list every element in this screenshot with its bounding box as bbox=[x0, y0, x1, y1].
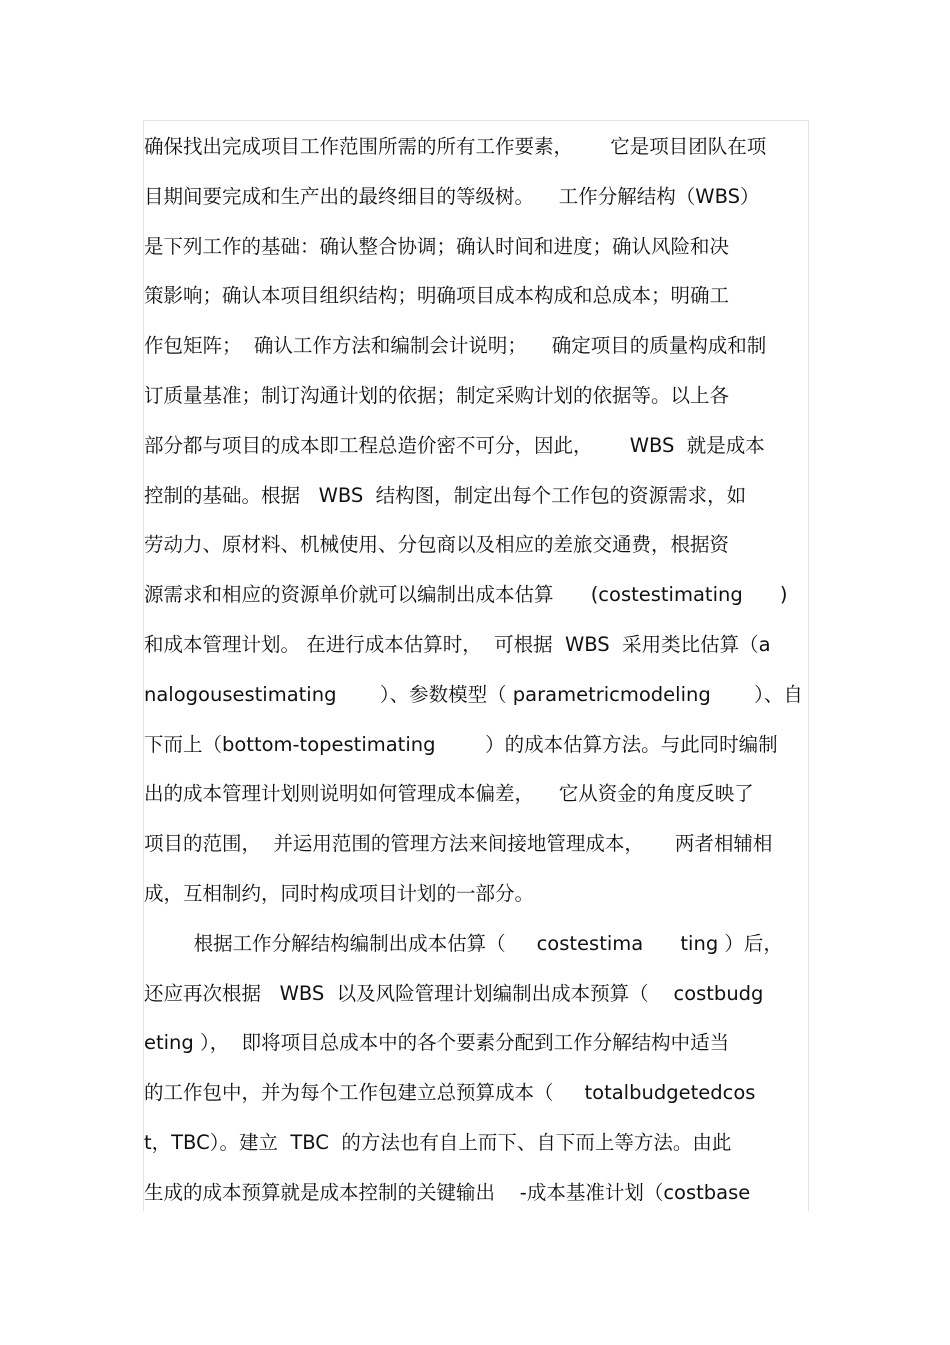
text-line: 策影响；确认本项目组织结构；明确项目成本构成和总成本；明确工 bbox=[144, 284, 730, 308]
text-line: 生成的成本预算就是成本控制的关键输出 -成本基准计划（costbase bbox=[144, 1180, 751, 1204]
text-line: 控制的基础。根据 WBS 结构图，制定出每个工作包的资源需求，如 bbox=[144, 483, 747, 507]
text-line: 源需求和相应的资源单价就可以编制出成本估算 (costestimating ) bbox=[144, 583, 788, 607]
text-line: t，TBC）。建立 TBC 的方法也有自上而下、自下而上等方法。由此 bbox=[144, 1130, 732, 1154]
text-line: 和成本管理计划。 在进行成本估算时， 可根据 WBS 采用类比估算（a bbox=[144, 632, 771, 656]
text-line: 订质量基准；制订沟通计划的依据；制定采购计划的依据等。以上各 bbox=[144, 383, 730, 407]
text-line: 作包矩阵； 确认工作方法和编制会计说明； 确定项目的质量构成和制 bbox=[144, 334, 767, 358]
text-line: 根据工作分解结构编制出成本估算（ costestima ting ）后， bbox=[144, 931, 783, 955]
text-line: 出的成本管理计划则说明如何管理成本偏差， 它从资金的角度反映了 bbox=[144, 782, 754, 806]
text-line: 成，互相制约，同时构成项目计划的一部分。 bbox=[144, 881, 535, 905]
text-line: nalogousestimating ）、参数模型（ parametricmodeling ）、自 bbox=[144, 682, 803, 706]
text-line: 目期间要完成和生产出的最终细目的等级树。 工作分解结构（WBS） bbox=[144, 184, 760, 208]
text-line: 劳动力、原材料、机械使用、分包商以及相应的差旅交通费，根据资 bbox=[144, 533, 730, 557]
text-line: 还应再次根据 WBS 以及风险管理计划编制出成本预算（ costbudg bbox=[144, 981, 764, 1005]
text-line: 确保找出完成项目工作范围所需的所有工作要素， 它是项目团队在项 bbox=[144, 135, 767, 158]
text-line: 的工作包中，并为每个工作包建立总预算成本（ totalbudgetedcos bbox=[144, 1081, 756, 1105]
text-line: 是下列工作的基础：确认整合协调；确认时间和进度；确认风险和决 bbox=[144, 234, 730, 258]
text-line: 部分都与项目的成本即工程总造价密不可分，因此， WBS 就是成本 bbox=[144, 433, 765, 457]
text-line: 下而上（bottom-topestimating ）的成本估算方法。与此同时编制 bbox=[144, 732, 778, 756]
text-line: eting ）， 即将项目总成本中的各个要素分配到工作分解结构中适当 bbox=[144, 1031, 730, 1055]
text-line: 项目的范围， 并运用范围的管理方法来间接地管理成本， 两者相辅相 bbox=[144, 832, 773, 856]
document-body bbox=[144, 122, 809, 1218]
